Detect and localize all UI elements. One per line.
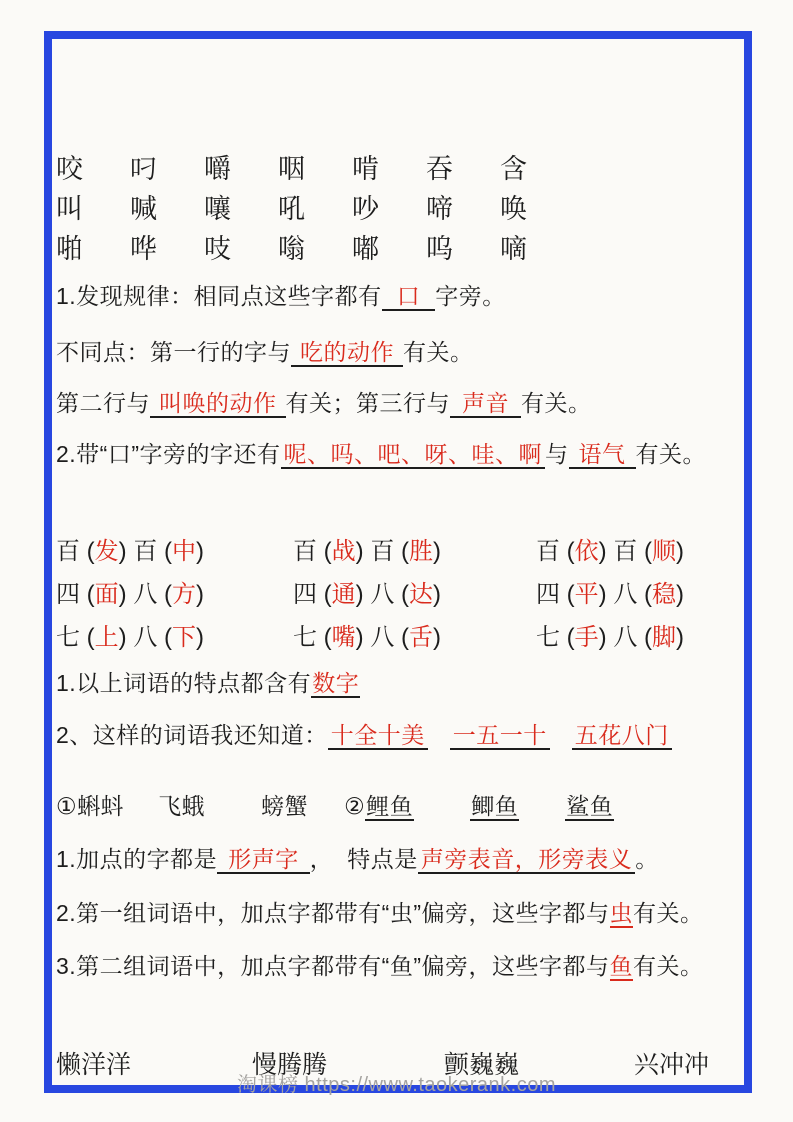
answer-segment: 吃的动作 [291, 339, 403, 367]
idiom-cell [536, 535, 746, 569]
idiom-cell [293, 535, 536, 569]
idiom-cell [56, 621, 293, 655]
idiom-cell [56, 578, 293, 612]
text-segment: 嚷 [204, 194, 231, 224]
phono-word-groups [56, 789, 614, 823]
text-segment: 吞 [426, 154, 453, 184]
aab-word: 慢腾腾 [252, 1051, 328, 1079]
answer-segment: 形声字 [217, 846, 310, 874]
number-idiom-row-1 [56, 535, 746, 569]
text-segment: ) [676, 581, 684, 608]
answer-segment: 虫 [609, 900, 633, 926]
number-idiom-row-3 [56, 621, 746, 655]
answer-segment: 呢、吗、吧、呀、哇、啊 [281, 441, 546, 469]
phono-question-3-fish [56, 949, 704, 983]
answer-segment: 发 [94, 538, 119, 565]
answer-segment: 口 [382, 283, 436, 311]
idiom-cell [293, 621, 536, 655]
text-segment: 嗡 [278, 234, 305, 264]
text-segment: 百 ( [293, 538, 332, 565]
text-segment: ) 百 ( [118, 538, 172, 565]
idiom-cell [293, 578, 536, 612]
text-segment: ) 八 ( [598, 581, 652, 608]
answer-segment: 方 [172, 581, 196, 608]
text-segment: 2.第一组词语中，加点字都带有“虫”偏旁，这些字都与 [56, 900, 610, 926]
text-segment: ) 八 ( [355, 624, 409, 651]
answer-segment: 语气 [569, 441, 636, 469]
text-segment: 字旁。 [435, 283, 506, 309]
text-segment: 含 [500, 154, 527, 184]
spacer [550, 742, 572, 743]
number-question-2 [56, 718, 672, 752]
text-segment: 叼 [130, 154, 157, 184]
answer-segment: 通 [331, 581, 356, 608]
answer-segment: 一五一十 [450, 722, 550, 750]
answer-segment: 稳 [652, 581, 676, 608]
text-segment: ， [309, 846, 334, 872]
answer-segment: 鲤鱼 [366, 793, 414, 819]
answer-segment: 顺 [652, 538, 676, 565]
text-segment: 第二行与 [56, 390, 150, 416]
answer-segment: 声音 [450, 390, 521, 418]
phono-question-1 [56, 842, 659, 876]
text-segment: 特点是 [347, 846, 418, 872]
answer-segment: 五花八门 [572, 722, 672, 750]
text-segment: ② [344, 793, 366, 819]
text-segment: ) [676, 624, 684, 651]
text-segment: ) 八 ( [355, 581, 409, 608]
text-segment: 吵 [352, 194, 379, 224]
answer-segment: 中 [172, 538, 196, 565]
text-segment: 1.加点的字都是 [56, 846, 218, 872]
spacer [308, 813, 344, 814]
text-segment: 1.发现规律：相同点这些字都有 [56, 283, 382, 309]
text-segment: ) [196, 624, 204, 651]
text-segment: 3.第二组词语中，加点字都带有“鱼”偏旁，这些字都与 [56, 953, 610, 979]
text-segment: 七 ( [56, 624, 95, 651]
kou-char-row-sound [56, 233, 527, 265]
answer-segment: 鲫鱼 [471, 793, 519, 819]
aab-word: 兴冲冲 [634, 1051, 710, 1079]
text-segment: ) [676, 538, 684, 565]
answer-segment: 胜 [409, 538, 433, 565]
text-segment: 啼 [426, 194, 453, 224]
text-segment: 哗 [130, 234, 157, 264]
answer-segment: 鲨鱼 [566, 793, 614, 819]
answer-segment: 面 [94, 581, 119, 608]
idiom-cell [536, 578, 746, 612]
text-segment: ①蝌蚪 [56, 793, 125, 819]
aab-word: 颤巍巍 [444, 1051, 520, 1079]
text-segment: 四 ( [536, 581, 575, 608]
answer-segment: 下 [172, 624, 196, 651]
text-segment: ) 八 ( [118, 624, 172, 651]
kou-question-1-rows [56, 386, 592, 420]
idiom-cell [56, 535, 293, 569]
spacer [205, 813, 261, 814]
text-segment: 四 ( [293, 581, 332, 608]
answer-segment: 平 [574, 581, 599, 608]
answer-segment: 达 [409, 581, 433, 608]
spacer [414, 813, 470, 814]
aab-word: 懒洋洋 [56, 1051, 132, 1079]
text-segment: 百 ( [56, 538, 95, 565]
kou-char-row-calling [56, 193, 527, 225]
answer-segment: 舌 [409, 624, 433, 651]
text-segment: 飞蛾 [158, 793, 206, 819]
text-segment: ) 八 ( [118, 581, 172, 608]
text-segment: 咬 [56, 154, 83, 184]
text-segment: ) [433, 624, 441, 651]
text-segment: ) [196, 538, 204, 565]
answer-segment: 脚 [652, 624, 676, 651]
kou-question-2-tone [56, 437, 706, 471]
text-segment: 嚼 [204, 154, 231, 184]
answer-segment: 声旁表音，形旁表义 [418, 846, 636, 874]
text-segment: 螃蟹 [261, 793, 309, 819]
text-segment: 有关。 [403, 339, 474, 365]
text-segment: ) 八 ( [598, 624, 652, 651]
text-segment: 叫 [56, 194, 83, 224]
answer-segment: 上 [94, 624, 119, 651]
text-segment: 有关。 [521, 390, 592, 416]
number-question-1 [56, 666, 360, 700]
answer-segment: 叫唤的动作 [150, 390, 286, 418]
spacer [519, 813, 565, 814]
text-segment: ) [196, 581, 204, 608]
text-segment: 嘀 [500, 234, 527, 264]
text-segment: ) 百 ( [598, 538, 652, 565]
answer-segment: 鱼 [609, 953, 633, 979]
text-segment: 唤 [500, 194, 527, 224]
answer-segment: 十全十美 [328, 722, 428, 750]
spacer [333, 866, 347, 867]
text-segment: 1.以上词语的特点都含有 [56, 670, 312, 696]
kou-question-1-pattern [56, 279, 506, 313]
answer-segment: 数字 [312, 670, 360, 696]
text-segment: 呜 [426, 234, 453, 264]
text-segment: 喊 [130, 194, 157, 224]
text-segment: 吱 [204, 234, 231, 264]
text-segment: ) [433, 581, 441, 608]
text-segment: 2、这样的词语我还知道： [56, 722, 328, 748]
answer-segment: 嘴 [331, 624, 356, 651]
text-segment: 百 ( [536, 538, 575, 565]
text-segment: 不同点：第一行的字与 [56, 339, 291, 365]
text-segment: 七 ( [536, 624, 575, 651]
text-segment: 。 [635, 846, 659, 872]
answer-segment: 战 [331, 538, 356, 565]
text-segment: ) [433, 538, 441, 565]
spacer [124, 813, 158, 814]
text-segment: 嘟 [352, 234, 379, 264]
text-segment: 吼 [278, 194, 305, 224]
kou-question-1-difference [56, 335, 474, 369]
phono-question-2-insect [56, 896, 704, 930]
answer-segment: 手 [574, 624, 599, 651]
text-segment: 啪 [56, 234, 83, 264]
text-segment: 有关。 [633, 900, 704, 926]
text-segment: 七 ( [293, 624, 332, 651]
idiom-cell [536, 621, 746, 655]
kou-char-row-eating [56, 153, 527, 185]
answer-segment: 依 [574, 538, 599, 565]
site-watermark: 淘课榜 https://www.taokerank.com [236, 1074, 557, 1096]
text-segment: 有关。 [635, 441, 706, 467]
text-segment: ) 百 ( [355, 538, 409, 565]
number-idiom-row-2 [56, 578, 746, 612]
text-segment: 有关；第三行与 [285, 390, 450, 416]
spacer [428, 742, 450, 743]
text-segment: 2.带“口”字旁的字还有 [56, 441, 281, 467]
text-segment: 有关。 [633, 953, 704, 979]
text-segment: 啃 [352, 154, 379, 184]
text-segment: 与 [545, 441, 569, 467]
text-segment: 咽 [278, 154, 305, 184]
text-segment: 四 ( [56, 581, 95, 608]
